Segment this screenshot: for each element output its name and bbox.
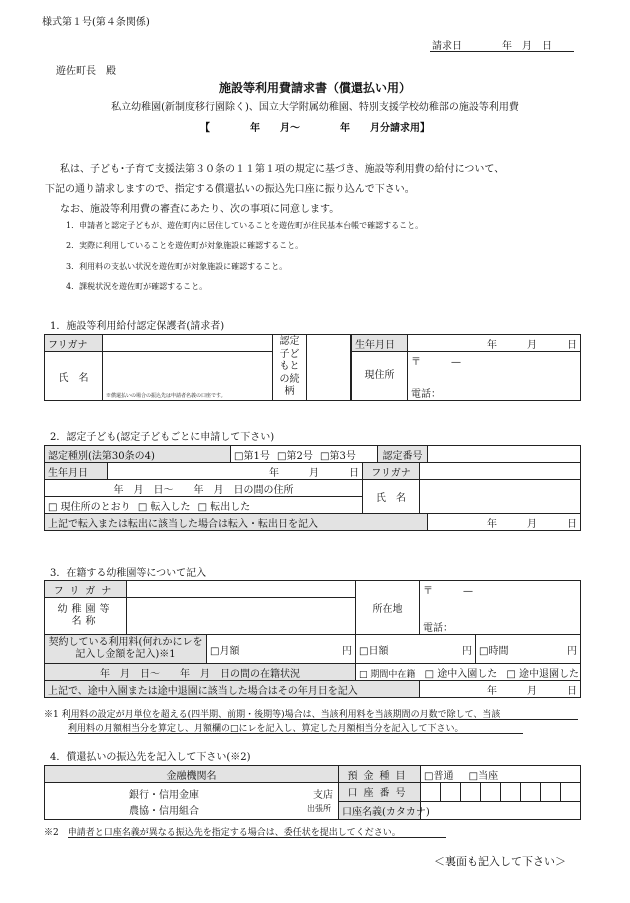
- page-title: 施設等利用費請求書（償還払い用）: [218, 81, 411, 95]
- cert-type-options[interactable]: [231, 446, 378, 463]
- school-phone-field[interactable]: 電話：: [420, 598, 581, 635]
- change-date-field[interactable]: 年 月 日: [420, 681, 581, 698]
- guardian-birth-field[interactable]: 年 月 日: [408, 335, 581, 352]
- school-postal-field[interactable]: 〒 —: [420, 581, 581, 598]
- subtitle: 私立幼稚園(新制度移行園除く)、国立大学附属幼稚園、特別支援学校幼稚部の施設等利用費: [111, 102, 519, 113]
- account-digit-4[interactable]: [481, 783, 501, 802]
- child-name-field[interactable]: [420, 480, 581, 514]
- intro-line-3: なお、施設等利用費の審査にあたり、次の事項に同意します。: [60, 204, 340, 215]
- account-digit-8[interactable]: [561, 783, 581, 802]
- current-address-checkbox[interactable]: □ 現住所のとおり: [48, 501, 131, 513]
- account-digit-1[interactable]: [421, 783, 441, 802]
- footnote-1-underline-2: [68, 733, 523, 734]
- relation-label: 認定子どもとの続柄: [273, 335, 307, 401]
- footnote-2-underline: [68, 837, 446, 838]
- cert-type-1-checkbox[interactable]: □第1号: [234, 450, 270, 462]
- school-name-field[interactable]: [127, 598, 356, 635]
- footnote-1-line-2: 利用料の月額相当分を算定し、月額欄の□にレを記入し、算定した月額相当分を記入して下さい。: [68, 724, 464, 734]
- intro-line-2: 下記の通り請求しますので、指定する償還払いの振込先口座に振り込んで下さい。: [45, 184, 415, 195]
- branch-label: 支店: [313, 790, 333, 801]
- bank-name-header: 金融機関名: [45, 766, 339, 783]
- account-holder-field[interactable]: [421, 801, 581, 820]
- footnote-1-line-1: ※1 利用料の設定が月単位を超える(四半期、前期・後期等)場合は、当該利用料を当該期間の月数で除して、当該: [44, 710, 501, 720]
- monthly-yen: 円: [342, 645, 353, 657]
- monthly-fee-field[interactable]: [207, 635, 356, 664]
- cert-number-field[interactable]: [428, 446, 581, 463]
- cert-number-label: 認定番号: [378, 446, 428, 463]
- guardian-address-label: 現住所: [352, 352, 408, 401]
- account-digit-2[interactable]: [441, 783, 461, 802]
- guardian-name-field[interactable]: [103, 352, 273, 401]
- move-date-note: 上記で転入または転出に該当した場合は転入・転出日を記入: [45, 514, 428, 531]
- consent-item-2: 2．実際に利用していることを遊佐町が対象施設に確認すること。: [66, 241, 304, 250]
- guardian-name-table: [44, 334, 273, 401]
- intro-line-1: 私は、子ども･子育て支援法第３０条の１１第１項の規定に基づき、施設等利用費の給付について、: [60, 164, 505, 175]
- daily-fee-checkbox[interactable]: □日額: [359, 645, 389, 657]
- child-birth-field[interactable]: 年 月 日: [108, 463, 363, 480]
- account-digit-3[interactable]: [461, 783, 481, 802]
- coop-type-label: 農協・信用組合: [129, 806, 199, 817]
- mid-join-checkbox[interactable]: □ 途中入園した: [424, 668, 498, 680]
- current-checkbox[interactable]: □当座: [468, 770, 499, 782]
- office-label: 出張所: [307, 804, 331, 813]
- bank-type-label: 銀行・信用金庫: [129, 790, 199, 801]
- consent-item-1: 1．申請者と認定子どもが、遊佐町内に居住していることを遊佐町が住民基本台帳で確認すること。: [66, 221, 424, 230]
- guardian-name-note: ※償還払いの場合の振込先は申請者名義の口座です。: [106, 393, 226, 399]
- account-digit-6[interactable]: [521, 783, 541, 802]
- section-1-title: 1．施設等利用給付認定保護者(請求者): [50, 321, 225, 332]
- bank-table: [44, 765, 581, 820]
- hourly-yen: 円: [567, 645, 578, 657]
- child-address-options[interactable]: [45, 497, 363, 514]
- enroll-options[interactable]: [356, 664, 581, 681]
- hourly-fee-field[interactable]: [476, 635, 581, 664]
- claim-period: 【 年 月～ 年 月分請求用】: [200, 123, 430, 134]
- account-digit-7[interactable]: [541, 783, 561, 802]
- full-period-checkbox[interactable]: □ 期間中在籍: [359, 669, 416, 680]
- account-holder-label: 口座名義(カタカナ): [339, 801, 421, 820]
- school-table: [44, 580, 581, 698]
- back-side-note: ＜裏面も記入して下さい＞: [434, 855, 566, 868]
- cert-type-label: 認定種別(法第30条の4): [45, 446, 231, 463]
- school-location-label: 所在地: [356, 581, 420, 635]
- move-date-field[interactable]: 年 月 日: [428, 514, 581, 531]
- ordinary-checkbox[interactable]: □普通: [424, 770, 454, 782]
- guardian-name-label: 氏 名: [45, 352, 103, 401]
- child-name-label: 氏 名: [363, 480, 420, 514]
- guardian-furigana-field[interactable]: [103, 335, 273, 352]
- request-date: 請求日 年 月 日: [432, 41, 552, 52]
- child-furigana-label: フリガナ: [363, 463, 420, 480]
- cert-type-3-checkbox[interactable]: □第3号: [320, 450, 356, 462]
- account-digit-5[interactable]: [501, 783, 521, 802]
- consent-item-4: 4．課税状況を遊佐町が確認すること。: [66, 282, 208, 291]
- daily-fee-field[interactable]: [356, 635, 476, 664]
- school-name-label: 幼稚園等名称: [45, 598, 127, 635]
- account-number-label: 口座番号: [339, 783, 421, 802]
- cert-type-2-checkbox[interactable]: □第2号: [277, 450, 313, 462]
- request-date-underline: [430, 51, 574, 52]
- moved-in-checkbox[interactable]: □ 転入した: [137, 501, 191, 513]
- guardian-phone-field[interactable]: 電話：: [408, 369, 581, 400]
- child-birth-label: 生年月日: [45, 463, 108, 480]
- footnote-2: ※2 申請者と口座名義が異なる振込先を指定する場合は、委任状を提出してください。: [44, 828, 401, 838]
- bank-name-field[interactable]: [45, 783, 339, 820]
- guardian-furigana-label: フリガナ: [45, 335, 103, 352]
- child-furigana-field[interactable]: [420, 463, 581, 480]
- guardian-address-table: [351, 334, 581, 401]
- guardian-postal-field[interactable]: 〒 —: [408, 352, 581, 370]
- relation-table: [272, 334, 351, 401]
- child-period-address-label: 年 月 日～ 年 月 日の間の住所: [45, 480, 363, 497]
- enroll-period-label: 年 月 日～ 年 月 日の間の在籍状況: [45, 664, 356, 681]
- mid-leave-checkbox[interactable]: □ 途中退園した: [506, 668, 580, 680]
- fee-label: 契約している利用料(何れかにレを記入し金額を記入)※1: [45, 635, 207, 664]
- deposit-type-label: 預金種目: [339, 766, 421, 783]
- section-2-title: 2．認定子ども(認定子どもごとに申請して下さい): [50, 432, 275, 443]
- section-4-title: 4．償還払いの振込先を記入して下さい(※2): [50, 752, 251, 763]
- section-3-title: 3．在籍する幼稚園等について記入: [50, 568, 207, 579]
- school-furigana-field[interactable]: [127, 581, 356, 598]
- relation-field[interactable]: [307, 335, 351, 401]
- child-table: [44, 445, 581, 531]
- monthly-fee-checkbox[interactable]: □月額: [210, 645, 240, 657]
- deposit-type-options[interactable]: [421, 766, 581, 783]
- guardian-birth-label: 生年月日: [352, 335, 408, 352]
- moved-out-checkbox[interactable]: □ 転出した: [197, 501, 251, 513]
- daily-yen: 円: [462, 645, 473, 657]
- addressee: 遊佐町長 殿: [56, 66, 116, 77]
- school-furigana-label: フリガナ: [45, 581, 127, 598]
- form-number: 様式第１号(第４条関係): [42, 17, 150, 28]
- hourly-fee-checkbox[interactable]: □時間: [479, 645, 509, 657]
- consent-item-3: 3．利用料の支払い状況を遊佐町が対象施設に確認すること。: [66, 262, 288, 271]
- change-date-note: 上記で、途中入園または途中退園に該当した場合はその年月日を記入: [45, 681, 420, 698]
- footnote-1-underline-1: [68, 719, 578, 720]
